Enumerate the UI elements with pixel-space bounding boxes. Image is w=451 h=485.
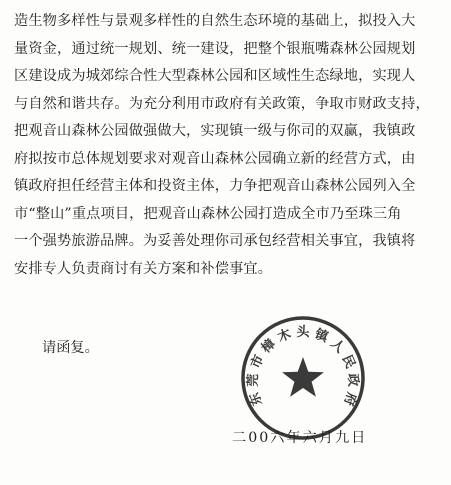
letter-body [14,8,444,283]
seal-star-icon [282,357,324,397]
body-line: 与自然和谐共存。为充分利用市政府有关政策，争取市财政支持， [14,95,430,112]
body-line: 一个强势旅游品牌。为妥善处理你司承包经营相关事宜，我镇将 [14,233,416,249]
body-line: 镇政府担任经营主体和投资主体，力争把观音山森林公园列入全 [14,178,416,194]
letter-date: 二00六年六月九日 [232,430,368,446]
body-line: 造生物多样性与景观多样性的自然生态环境的基础上，拟投入大 [14,13,416,29]
body-line: 府拟按市总体规划要求对观音山森林公园确立新的经营方式，由 [14,150,416,167]
body-line: 安排专人负责商讨有关方案和补偿事宜。 [14,260,273,277]
official-seal [238,313,368,443]
seal-stamp-icon [238,313,368,443]
body-line: 市“整山”重点项目，把观音山森林公园打造成全市乃至珠三角 [14,205,402,222]
seal-text: 东 莞 市 樟 木 头 镇 人 民 政 府 [245,325,361,408]
body-line: 区建设成为城郊综合性大型森林公园和区域性生态绿地，实现人 [14,68,416,84]
body-line: 把观音山森林公园做强做大，实现镇一级与你司的双赢，我镇政 [14,123,416,139]
closing-text: 请函复。 [42,340,99,356]
body-line: 量资金，通过统一规划、统一建设，把整个银瓶嘴森林公园规划 [14,40,416,57]
